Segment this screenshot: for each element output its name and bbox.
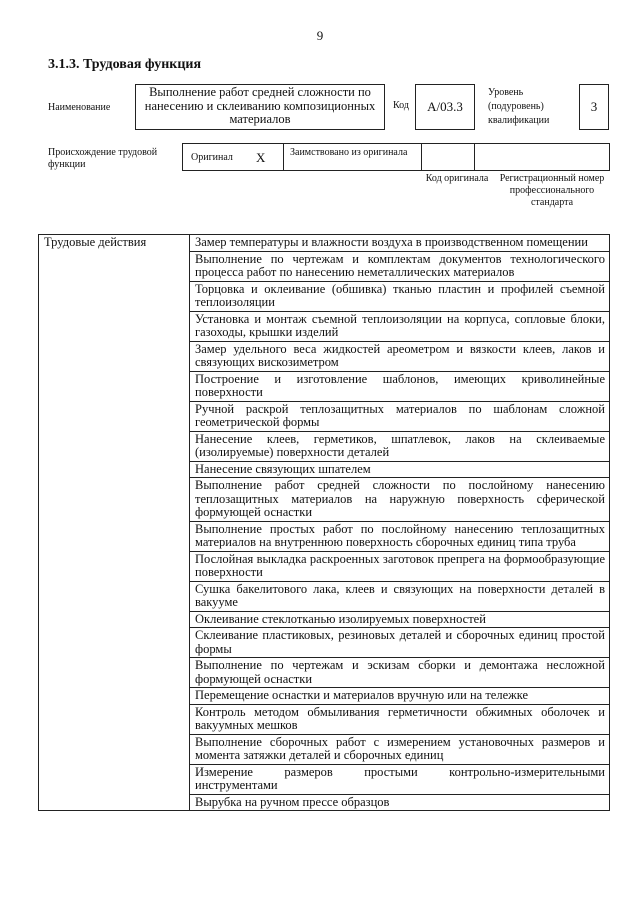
code-original-cell (421, 143, 475, 171)
reg-number-cell (474, 143, 610, 171)
code-label: Код (393, 100, 409, 111)
labor-action-item: Выполнение по чертежам и комплектам документов технологического процесса работ по нанесению неметаллических материалов (190, 251, 610, 281)
labor-action-item: Замер температуры и влажности воздуха в производственном помещении (190, 235, 610, 252)
labor-action-item: Склеивание пластиковых, резиновых деталей и сборочных единиц простой формы (190, 628, 610, 658)
name-label: Наименование (48, 102, 111, 113)
section-title: 3.1.3. Трудовая функция (48, 57, 202, 72)
labor-action-item: Построение и изготовление шаблонов, имеющих криволинейные поверхности (190, 371, 610, 401)
labor-action-item: Контроль методом обмыливания герметичности обжимных оболочек и вакуумных мешков (190, 704, 610, 734)
labor-action-item: Ручной раскрой теплозащитных материалов по шаблонам сложной геометрической формы (190, 401, 610, 431)
level-value: 3 (579, 84, 609, 130)
labor-action-item: Нанесение связующих шпателем (190, 461, 610, 478)
labor-actions-table (38, 234, 610, 811)
labor-action-item: Нанесение клеев, герметиков, шпатлевок, лаков на склеиваемые (изолируемые) поверхности деталей (190, 431, 610, 461)
code-original-label: Код оригинала (425, 173, 489, 184)
reg-number-label: Регистрационный номер профессионального стандарта (499, 173, 605, 208)
labor-action-item: Установка и монтаж съемной теплоизоляции на корпуса, сопловые блоки, газоходы, крышки изделий (190, 311, 610, 341)
labor-action-item: Перемещение оснастки и материалов вручную или на тележке (190, 688, 610, 705)
labor-action-item: Сушка бакелитового лака, клеев и связующих на поверхности деталей в вакууме (190, 581, 610, 611)
origin-row (182, 143, 610, 171)
labor-action-item: Выполнение работ средней сложности по послойному нанесению теплозащитных материалов на наружную поверхность сферической формующей оснастки (190, 478, 610, 522)
borrowed-label: Заимствовано из оригинала (290, 147, 408, 158)
labor-actions-label: Трудовые действия (39, 235, 190, 811)
labor-action-item: Вырубка на ручном прессе образцов (190, 794, 610, 811)
original-label: Оригинал (191, 152, 233, 163)
code-value: А/03.3 (415, 84, 475, 130)
original-mark: X (256, 150, 266, 165)
original-cell (182, 143, 284, 171)
page-number: 9 (316, 28, 324, 43)
labor-action-item: Выполнение простых работ по послойному нанесению теплозащитных материалов на внутреннюю поверхность сборочных единиц типа труба (190, 521, 610, 551)
labor-action-item: Выполнение по чертежам и эскизам сборки и демонтажа несложной формующей оснастки (190, 658, 610, 688)
labor-action-item: Послойная выкладка раскроенных заготовок препрега на формообразующие поверхности (190, 551, 610, 581)
origin-label: Происхождение трудовой функции (48, 147, 158, 170)
labor-action-item: Измерение размеров простыми контрольно-измерительными инструментами (190, 764, 610, 794)
borrowed-cell (283, 143, 422, 171)
table-row (39, 235, 610, 252)
labor-action-item: Оклеивание стеклотканью изолируемых поверхностей (190, 611, 610, 628)
level-label: Уровень (подуровень) квалификации (488, 87, 550, 126)
labor-action-item: Замер удельного веса жидкостей ареометром и вязкости клеев, лаков и связующих вискозиметром (190, 341, 610, 371)
labor-action-item: Торцовка и оклеивание (обшивка) тканью пластин и профилей съемной теплоизоляции (190, 281, 610, 311)
name-value: Выполнение работ средней сложности по нанесению и склеиванию композиционных материалов (135, 84, 385, 130)
labor-action-item: Выполнение сборочных работ с измерением установочных размеров и момента затяжки деталей и сборочных единиц (190, 734, 610, 764)
